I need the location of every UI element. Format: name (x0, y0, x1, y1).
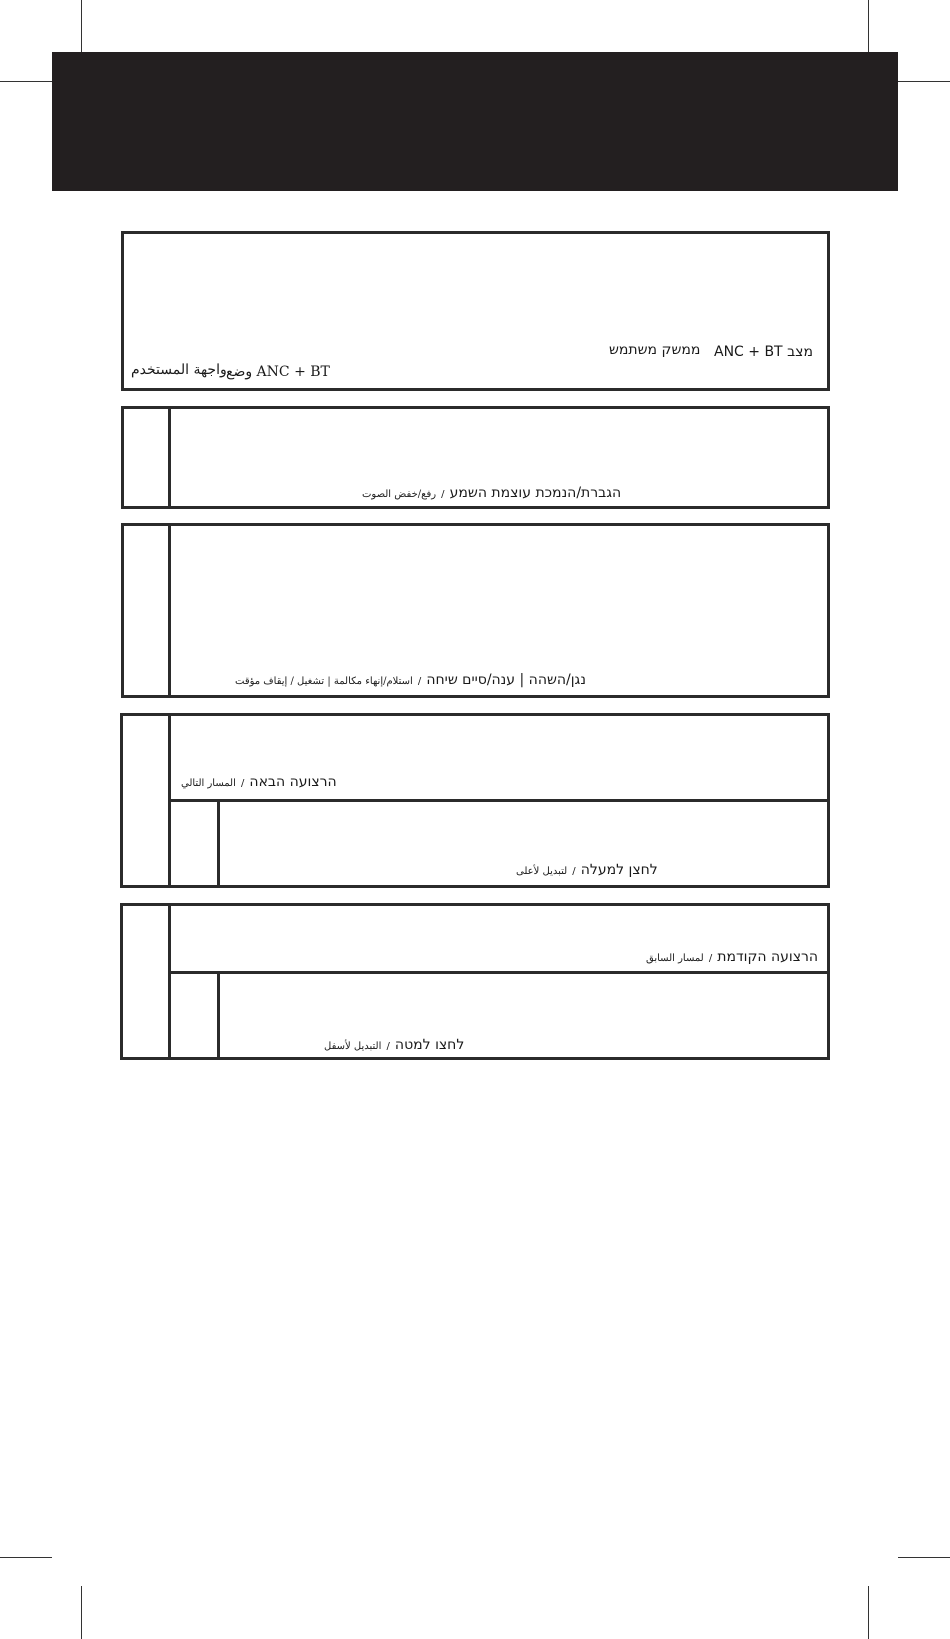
next-row-divider (168, 799, 830, 802)
next-track-arabic-text: المسار التالي (181, 778, 236, 789)
swipe-up-separator: / (572, 866, 576, 877)
prev-track-arabic-text: لمسار السابق (646, 953, 704, 964)
call-caption (235, 671, 586, 687)
prev-track-box (120, 903, 830, 1060)
hebrew-anc-mode-label: ANC + BT מצב (714, 344, 813, 360)
swipe-down-hebrew-text: לחצו למטה (394, 1037, 465, 1053)
crop-mark-right-bottom (898, 1557, 950, 1558)
volume-arabic-text: رفع/خفض الصوت (362, 489, 437, 500)
volume-caption (362, 484, 621, 500)
prev-track-separator: / (708, 953, 713, 964)
swipe-up-icon-column-divider (217, 799, 220, 888)
volume-hebrew-text: הגברת/הנמכת עוצמת השמע (449, 485, 622, 501)
prev-track-caption (646, 948, 818, 964)
crop-mark-right-top (898, 81, 950, 82)
prev-track-hebrew-text: הרצועה הקודמת (717, 949, 819, 965)
call-hebrew-text: נגן/השהה | ענה/סיים שיחה (426, 672, 586, 688)
swipe-up-arabic-text: لتبديل لأعلى (516, 866, 568, 877)
swipe-up-caption (516, 861, 658, 877)
crop-mark-bottom-right (868, 1586, 869, 1639)
prev-row-divider (168, 971, 830, 974)
volume-icon-column-divider (168, 406, 171, 509)
next-track-hebrew-text: הרצועה הבאה (249, 774, 337, 790)
next-track-caption (181, 773, 337, 789)
crop-mark-left-bottom (0, 1557, 52, 1558)
next-track-separator: / (240, 778, 245, 789)
header-band (52, 52, 898, 191)
swipe-down-icon-column-divider (217, 971, 220, 1060)
call-arabic-text: استلام/إنهاء مكالمة | تشغيل / إيقاف مؤقت (235, 676, 413, 687)
swipe-down-arabic-text: التبديل لأسفل (324, 1041, 382, 1052)
prev-icon-column-divider (168, 903, 171, 1060)
arabic-anc-mode-label: وضع ANC + BT (226, 364, 330, 380)
call-icon-column-divider (168, 523, 171, 698)
call-separator: / (417, 676, 422, 687)
swipe-up-hebrew-text: לחצן למעלה (580, 862, 658, 878)
crop-mark-bottom-left (81, 1586, 82, 1639)
crop-mark-left-top (0, 81, 52, 82)
swipe-down-separator: / (386, 1041, 390, 1052)
volume-separator: / (441, 489, 445, 500)
crop-mark-top-left (81, 0, 82, 52)
crop-mark-top-right (868, 0, 869, 52)
swipe-down-caption (324, 1036, 464, 1052)
hebrew-ui-label: ממשק משתמש (609, 342, 701, 358)
arabic-ui-label: واجهة المستخدم (131, 362, 227, 378)
